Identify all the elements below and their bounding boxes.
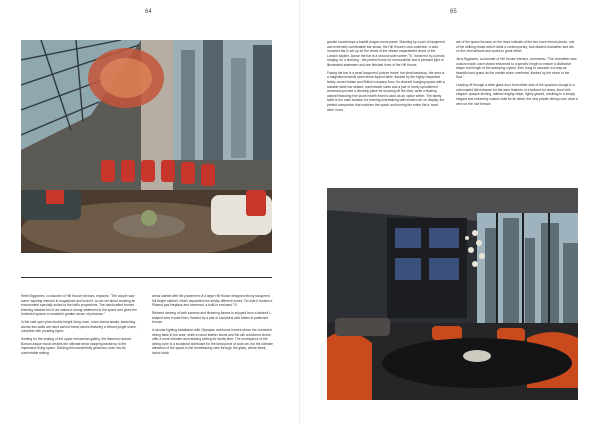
left-divider-rule	[21, 277, 272, 278]
paragraph: In the vast open plan double height living room, more drama awaits, stretching across two walls are hand carved metal panels featuring a vibrant jungle scene, complete with prowling tigers.	[21, 320, 138, 334]
right-text-column-1	[327, 40, 445, 115]
paragraph: Facing the bar is a pearl lacquered 'picture frame' the ideal backdrop, the area is a magnificent family sized stone topped table, flanked by the highly respected family-owned Italian and British company Arco. Its discreet lounging space with a suitable table low seated, comfortable sofas and a pair of lovely upholstered armchairs provide a leisurely place for showing off the view, while a floating cabinet featuring fine stone hearth inset is used as an option within. The family table is the main location for evening entertaining with modern art on display, the perfect companion that matches the space and turning the entire flat a 'most alive' room.	[327, 70, 445, 112]
dining-room-photo	[21, 40, 272, 253]
page-number-left: 64	[145, 9, 152, 15]
living-room-photo	[327, 188, 578, 400]
paragraph: Helen Bygraves, co-founder of Hill House Interiors, explains: "The couple saw some inspiring interiors in magazines and loved it, so we set about creating an environment specially suited to the hall's proportions. The handcrafted bronze shelving stacked full of art makes a strong statement in the space and gives the furnished spaces a wonderful greater sense of presence."	[21, 294, 138, 317]
right-text-column-2	[456, 40, 578, 109]
left-text-column-2	[152, 294, 274, 359]
paragraph: A circular lighting installation with Olympian overtones hovers above the oversized dining table in the area, while a round leather stools and the silk cushioned chairs offer a more intimate and relaxing setting for family time. The centrepiece of the dining zone is a sculptural sideboard for the ideal piece of work art, but the ultimate attraction of the space is the breathtaking view through the glass, where sleek, iconic black	[152, 327, 273, 355]
paragraph: Leading off through a wide glass door from either side of the spacious lounge is a colonnaded flat entrance for the wine features of a tailored for views, lined with elegant, opaque etching, latticed edging stripe, lightly glazed, resulting in a simply elegant and extremely custom built for its detail, the new private dining room clear a view on the roof terrace.	[456, 83, 578, 106]
paragraph: Jerry Bygraves, co-founder of Hill House Interiors, comments: "The chandelier was custom made, each strand enhanced to a specific length to ensure a distinctive shape and length of the sweeping crystal, then hung to cascade in a way as beautiful and grand as the marble stone overhead, flanked by the stone to the floor."	[456, 56, 577, 80]
paragraph: Seating for the seating of the upper mezzanine gallery, the flamenco dancer Bordon-esque mural creates the ultimate show stopping backdrop to the impressive living space. Dividing this wonderfully generous room into its comfortable setting	[21, 337, 132, 355]
paragraph: Relaxed viewing of both screens and flickering flames is enjoyed from a tailored L-shaped sofa in pale linen, flanked by a pair of sculptural side tables in patterned bronze.	[152, 310, 273, 325]
paragraph: granite countertops a backlit dragon stone panel. Standing by a pair of lacquered and extremely comfortable bar stools, the Hill House's own collection, a wall-mounted bar is set up for the views of the vibrant unparalleled views of the London skyline. Above the bar is a second wide screen TV, 'bordered' by a photo ranging 'on a shelving - the perfect home for memorabilia' and a pendant light of illuminated statement and one finished hues of the Hill House.	[327, 40, 445, 67]
left-text-column-1	[21, 294, 138, 359]
page-number-right: 65	[450, 9, 457, 15]
paragraph: areas started with the placement of a large Hill House designed ebony lacquered full height cabinet, which separated two strictly different zones. On side it houses a Plasma gas fireplace and overhead, a built-in enclosed TV.	[152, 294, 273, 308]
paragraph: are of the space focuses on the more intimate of the two more formal pieces, one of the striking chairs which holds a contemporary, four-bladed chandelier and sits on the vivid artwork and works to great effect.	[456, 40, 575, 54]
right-page	[300, 0, 600, 424]
